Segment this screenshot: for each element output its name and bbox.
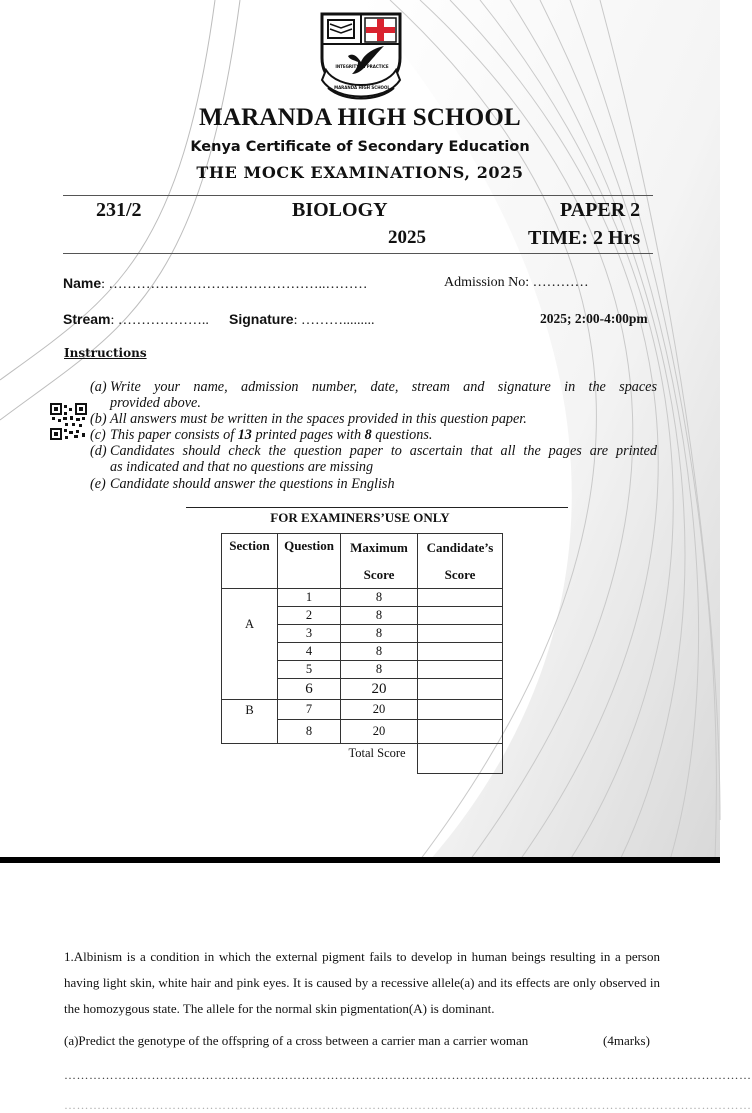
qr-code-icon <box>50 403 87 440</box>
question-number: 7 <box>278 700 341 720</box>
instruction-a: (a) Write your name, admission number, date, stream and signature in the spaces <box>90 379 657 395</box>
signature-label: Signature <box>229 311 294 327</box>
logo-school-band: MARANDA HIGH SCHOOL <box>334 85 390 90</box>
exam-year: 2025 <box>388 227 426 248</box>
candidate-score-cell[interactable] <box>418 607 503 625</box>
logo-motto: INTEGRITY IN PRACTICE <box>335 64 389 69</box>
instruction-a-continued: provided above. <box>110 395 201 411</box>
question-number: 8 <box>278 720 341 744</box>
examiners-divider <box>186 507 568 508</box>
question-1a-marks: (4marks) <box>603 1033 650 1048</box>
candidate-score-cell[interactable] <box>418 720 503 744</box>
question-1-stem: 1.Albinism is a condition in which the external pigment fails to develop in human beings resulting in a person having light skin, white hair and pink eyes. It is caused by a recessive allele(a) and its effects are only observed in the homozygous state. The allele for the normal skin pigmentation(A) is dominant. <box>64 949 660 1016</box>
candidate-score-cell[interactable] <box>418 661 503 679</box>
instruction-b: (b) All answers must be written in the spaces provided in this question paper. <box>90 411 527 427</box>
total-score-cell[interactable] <box>418 744 503 774</box>
question-number: 3 <box>278 625 341 643</box>
question-number: 1 <box>278 589 341 607</box>
candidate-score-cell[interactable] <box>418 625 503 643</box>
school-name: MARANDA HIGH SCHOOL <box>199 104 521 131</box>
school-crest-logo <box>318 12 404 104</box>
stream-field[interactable] <box>63 311 209 329</box>
stream-dots: : ……………….. <box>110 313 209 328</box>
signature-dots: : ………......... <box>293 313 375 328</box>
header-bottom-rule <box>63 253 653 254</box>
maximum-score: 8 <box>341 589 418 607</box>
maximum-score: 8 <box>341 643 418 661</box>
paper-number: PAPER 2 <box>560 199 641 221</box>
header-candidate-score: Candidate’s Score <box>418 534 503 589</box>
header-top-rule <box>63 195 653 196</box>
paper-code: 231/2 <box>96 199 142 221</box>
instructions-title: Instructions <box>64 346 147 360</box>
maximum-score: 20 <box>341 700 418 720</box>
exam-title: THE MOCK EXAMINATIONS, 2025 <box>196 163 524 182</box>
header-section: Section <box>222 534 278 589</box>
header-question: Question <box>278 534 341 589</box>
candidate-score-cell[interactable] <box>418 643 503 661</box>
maximum-score: 8 <box>341 661 418 679</box>
signature-field[interactable] <box>229 311 374 329</box>
question-number: 4 <box>278 643 341 661</box>
question-number: 6 <box>278 679 341 700</box>
page-break-bar <box>0 857 720 863</box>
section-a-cell: A <box>222 589 278 700</box>
maximum-score: 20 <box>341 720 418 744</box>
answer-line[interactable]: ………………………………………………………………………………………………………………………………………………… <box>64 1098 752 1112</box>
maximum-score: 8 <box>341 607 418 625</box>
question-1a: (a)Predict the genotype of the offspring of a cross between a carrier man a carrier woman <box>64 1033 529 1048</box>
exam-time: TIME: 2 Hrs <box>528 227 641 249</box>
candidate-score-cell[interactable] <box>418 700 503 720</box>
section-b-cell: B <box>222 700 278 744</box>
header-maximum-score: Maximum Score <box>341 534 418 589</box>
total-score-label: Total Score <box>348 746 406 760</box>
instruction-d-continued: as indicated and that no questions are missing <box>110 459 374 475</box>
certificate-title: Kenya Certificate of Secondary Education <box>190 139 530 155</box>
name-label: Name <box>63 275 102 291</box>
candidate-score-cell[interactable] <box>418 589 503 607</box>
stream-label: Stream <box>63 311 111 327</box>
examiners-title: FOR EXAMINERS’USE ONLY <box>270 510 450 525</box>
instruction-d: (d) Candidates should check the question paper to ascertain that all the pages are printed <box>90 443 657 459</box>
admission-field[interactable]: Admission No: ………… <box>444 275 589 290</box>
candidate-score-cell[interactable] <box>418 679 503 700</box>
date-time: 2025; 2:00-4:00pm <box>540 311 648 326</box>
examiners-score-table <box>221 533 503 774</box>
name-field[interactable] <box>63 275 368 293</box>
maximum-score: 8 <box>341 625 418 643</box>
name-dots: : ………………………………………..……… <box>101 277 368 292</box>
instruction-e: (e) Candidate should answer the questions in English <box>90 476 395 492</box>
question-number: 5 <box>278 661 341 679</box>
question-number: 2 <box>278 607 341 625</box>
instruction-c: (c) This paper consists of 13 printed pages with 8 questions. <box>90 427 433 443</box>
answer-line[interactable]: ………………………………………………………………………………………………………………………………………………… <box>64 1068 752 1082</box>
subject: BIOLOGY <box>292 199 388 221</box>
maximum-score: 20 <box>341 679 418 700</box>
